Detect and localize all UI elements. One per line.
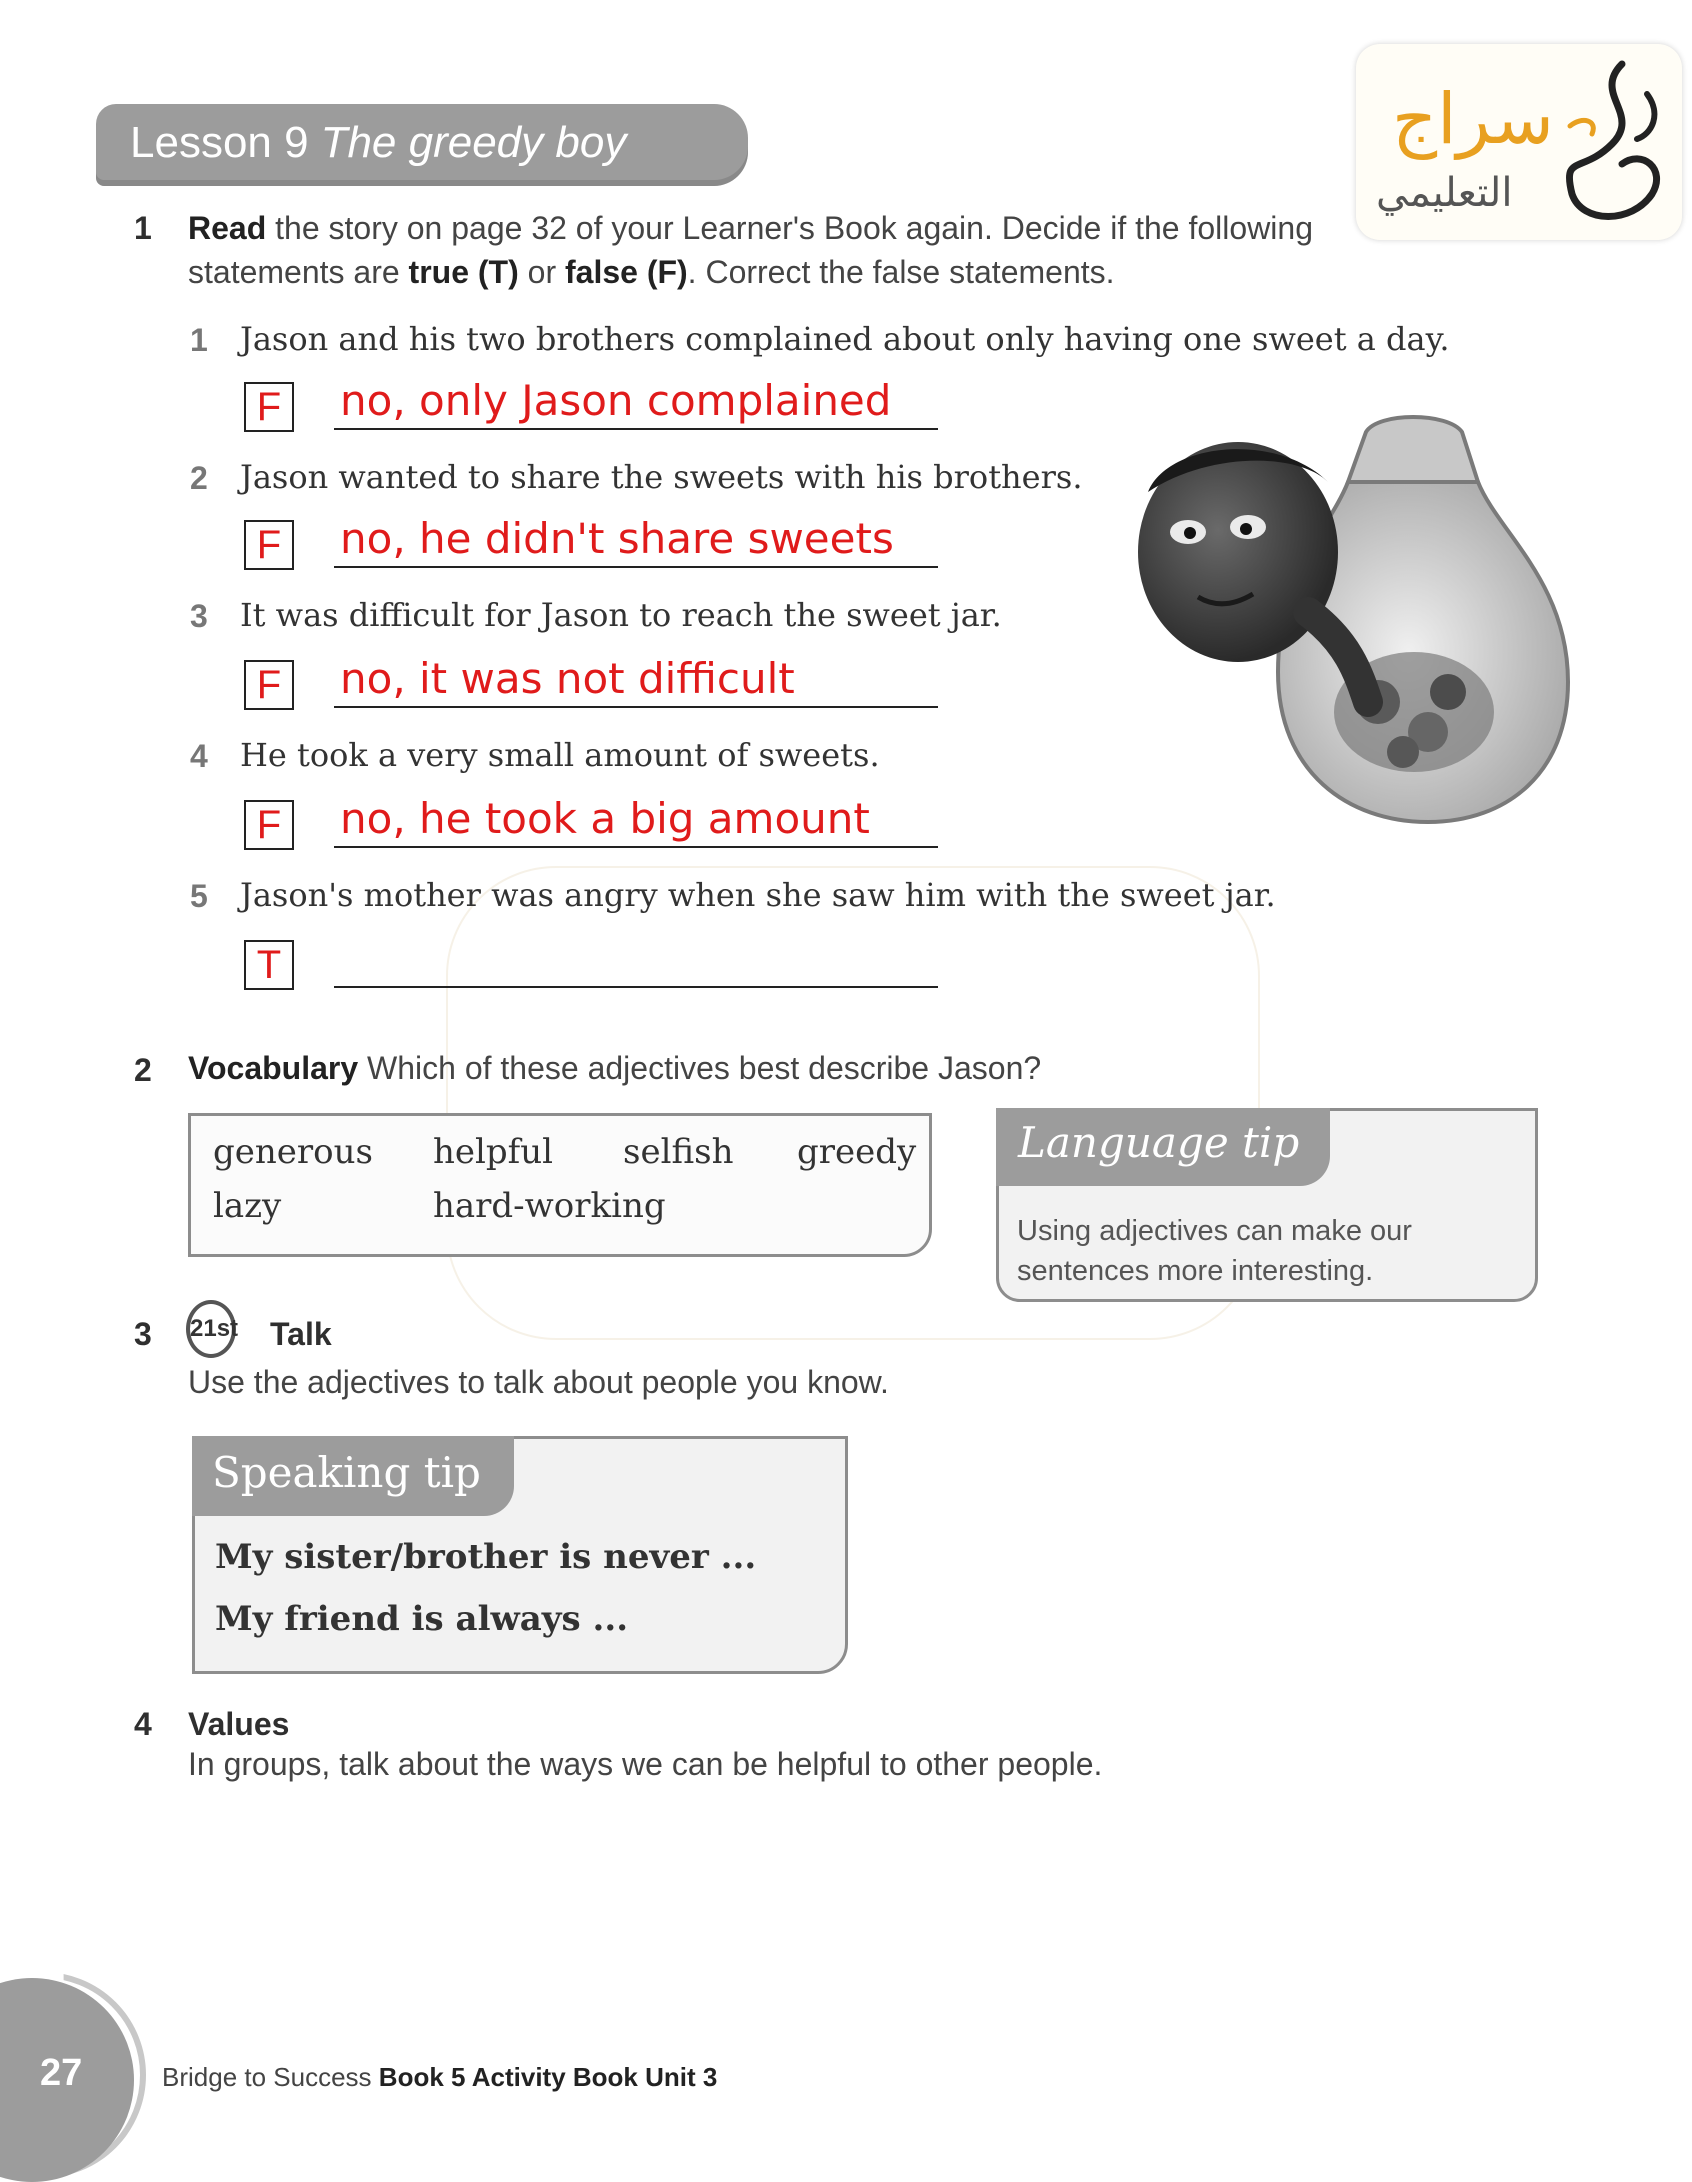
footer-book-info — [162, 2062, 717, 2093]
word-selfish: selfish — [623, 1132, 734, 1172]
calligraphy-icon — [1552, 54, 1678, 234]
exercise-1-number: 1 — [134, 210, 152, 246]
tf-mark-box[interactable]: F — [244, 520, 294, 570]
item-sentence: It was difficult for Jason to reach the sweet jar. — [240, 596, 1002, 634]
values-label: Values — [188, 1706, 290, 1742]
21st-century-skills-icon: 21st — [186, 1300, 236, 1358]
exercise-1-instruction — [188, 206, 1488, 294]
item-number: 5 — [190, 878, 208, 914]
instruction-true: true (T) — [408, 254, 519, 290]
item-sentence: Jason and his two brothers complained about only having one sweet a day. — [240, 320, 1450, 358]
item-number: 3 — [190, 598, 208, 634]
values-instruction: In groups, talk about the ways we can be helpful to other people. — [188, 1746, 1103, 1782]
language-tip-line1: Using adjectives can make our — [1017, 1215, 1412, 1247]
tf-mark-box[interactable]: T — [244, 940, 294, 990]
speaking-tip-line2: My friend is always ... — [215, 1599, 629, 1639]
tf-mark-box[interactable]: F — [244, 800, 294, 850]
word-lazy: lazy — [213, 1186, 282, 1226]
instruction-read: Read — [188, 210, 267, 246]
speaking-tip-header — [192, 1436, 514, 1516]
word-greedy: greedy — [797, 1132, 917, 1172]
item-sentence: Jason wanted to share the sweets with his brothers. — [240, 458, 1083, 496]
footer-book: Book 5 Activity Book Unit 3 — [378, 2062, 718, 2092]
word-helpful: helpful — [433, 1132, 554, 1172]
language-tip-title: Language tip — [1018, 1118, 1300, 1167]
answer-text: no, he took a big amount — [340, 794, 870, 843]
vocabulary-label: Vocabulary — [188, 1050, 359, 1086]
answer-text: no, he didn't share sweets — [340, 514, 894, 563]
lesson-banner — [96, 104, 748, 186]
boy-with-jar-illustration — [1128, 412, 1588, 832]
instruction-false: false (F) — [564, 254, 688, 290]
exercise-4-number: 4 — [134, 1706, 152, 1742]
exercise-2-instruction — [188, 1046, 1041, 1090]
language-tip-header — [996, 1108, 1330, 1186]
talk-instruction: Use the adjectives to talk about people you know. — [188, 1364, 889, 1400]
exercise-3-number: 3 — [134, 1316, 152, 1352]
language-tip-line2: sentences more interesting. — [1017, 1255, 1374, 1287]
item-sentence: He took a very small amount of sweets. — [240, 736, 880, 774]
answer-line[interactable] — [334, 706, 938, 708]
lesson-number: Lesson 9 — [130, 118, 309, 167]
item-number: 1 — [190, 322, 208, 358]
vocabulary-instruction: Which of these adjectives best describe Jason? — [358, 1050, 1042, 1086]
page-number: 27 — [40, 2052, 83, 2094]
answer-line[interactable] — [334, 428, 938, 430]
footer-series: Bridge to Success — [162, 2062, 372, 2092]
word-hard-working: hard-working — [433, 1186, 666, 1226]
instruction-line1: the story on page 32 of your Learner's Book again. Decide if the following — [266, 210, 1313, 246]
item-number: 2 — [190, 460, 208, 496]
answer-line[interactable] — [334, 846, 938, 848]
language-tip-text — [1017, 1211, 1412, 1291]
lesson-heading — [130, 118, 626, 168]
adjective-word-box — [188, 1113, 932, 1257]
item-sentence: Jason's mother was angry when she saw him with the sweet jar. — [240, 876, 1276, 914]
logo-text-top: سراج — [1392, 78, 1554, 160]
exercise-2-number: 2 — [134, 1052, 152, 1088]
tf-mark-box[interactable]: F — [244, 660, 294, 710]
word-generous: generous — [213, 1132, 373, 1172]
talk-label: Talk — [270, 1316, 332, 1352]
answer-text: no, only Jason complained — [340, 376, 892, 425]
speaking-tip-title: Speaking tip — [212, 1448, 481, 1497]
answer-line[interactable] — [334, 986, 938, 988]
answer-line[interactable] — [334, 566, 938, 568]
tf-mark-box[interactable]: F — [244, 382, 294, 432]
speaking-tip-line1: My sister/brother is never ... — [215, 1537, 757, 1577]
instruction-line2c: . Correct the false statements. — [687, 254, 1115, 290]
instruction-line2a: statements are — [188, 254, 409, 290]
instruction-line2b: or — [518, 254, 565, 290]
answer-text: no, it was not difficult — [340, 654, 795, 703]
logo-text-bottom: التعليمي — [1376, 170, 1513, 216]
item-number: 4 — [190, 738, 208, 774]
lesson-title: The greedy boy — [320, 118, 627, 167]
